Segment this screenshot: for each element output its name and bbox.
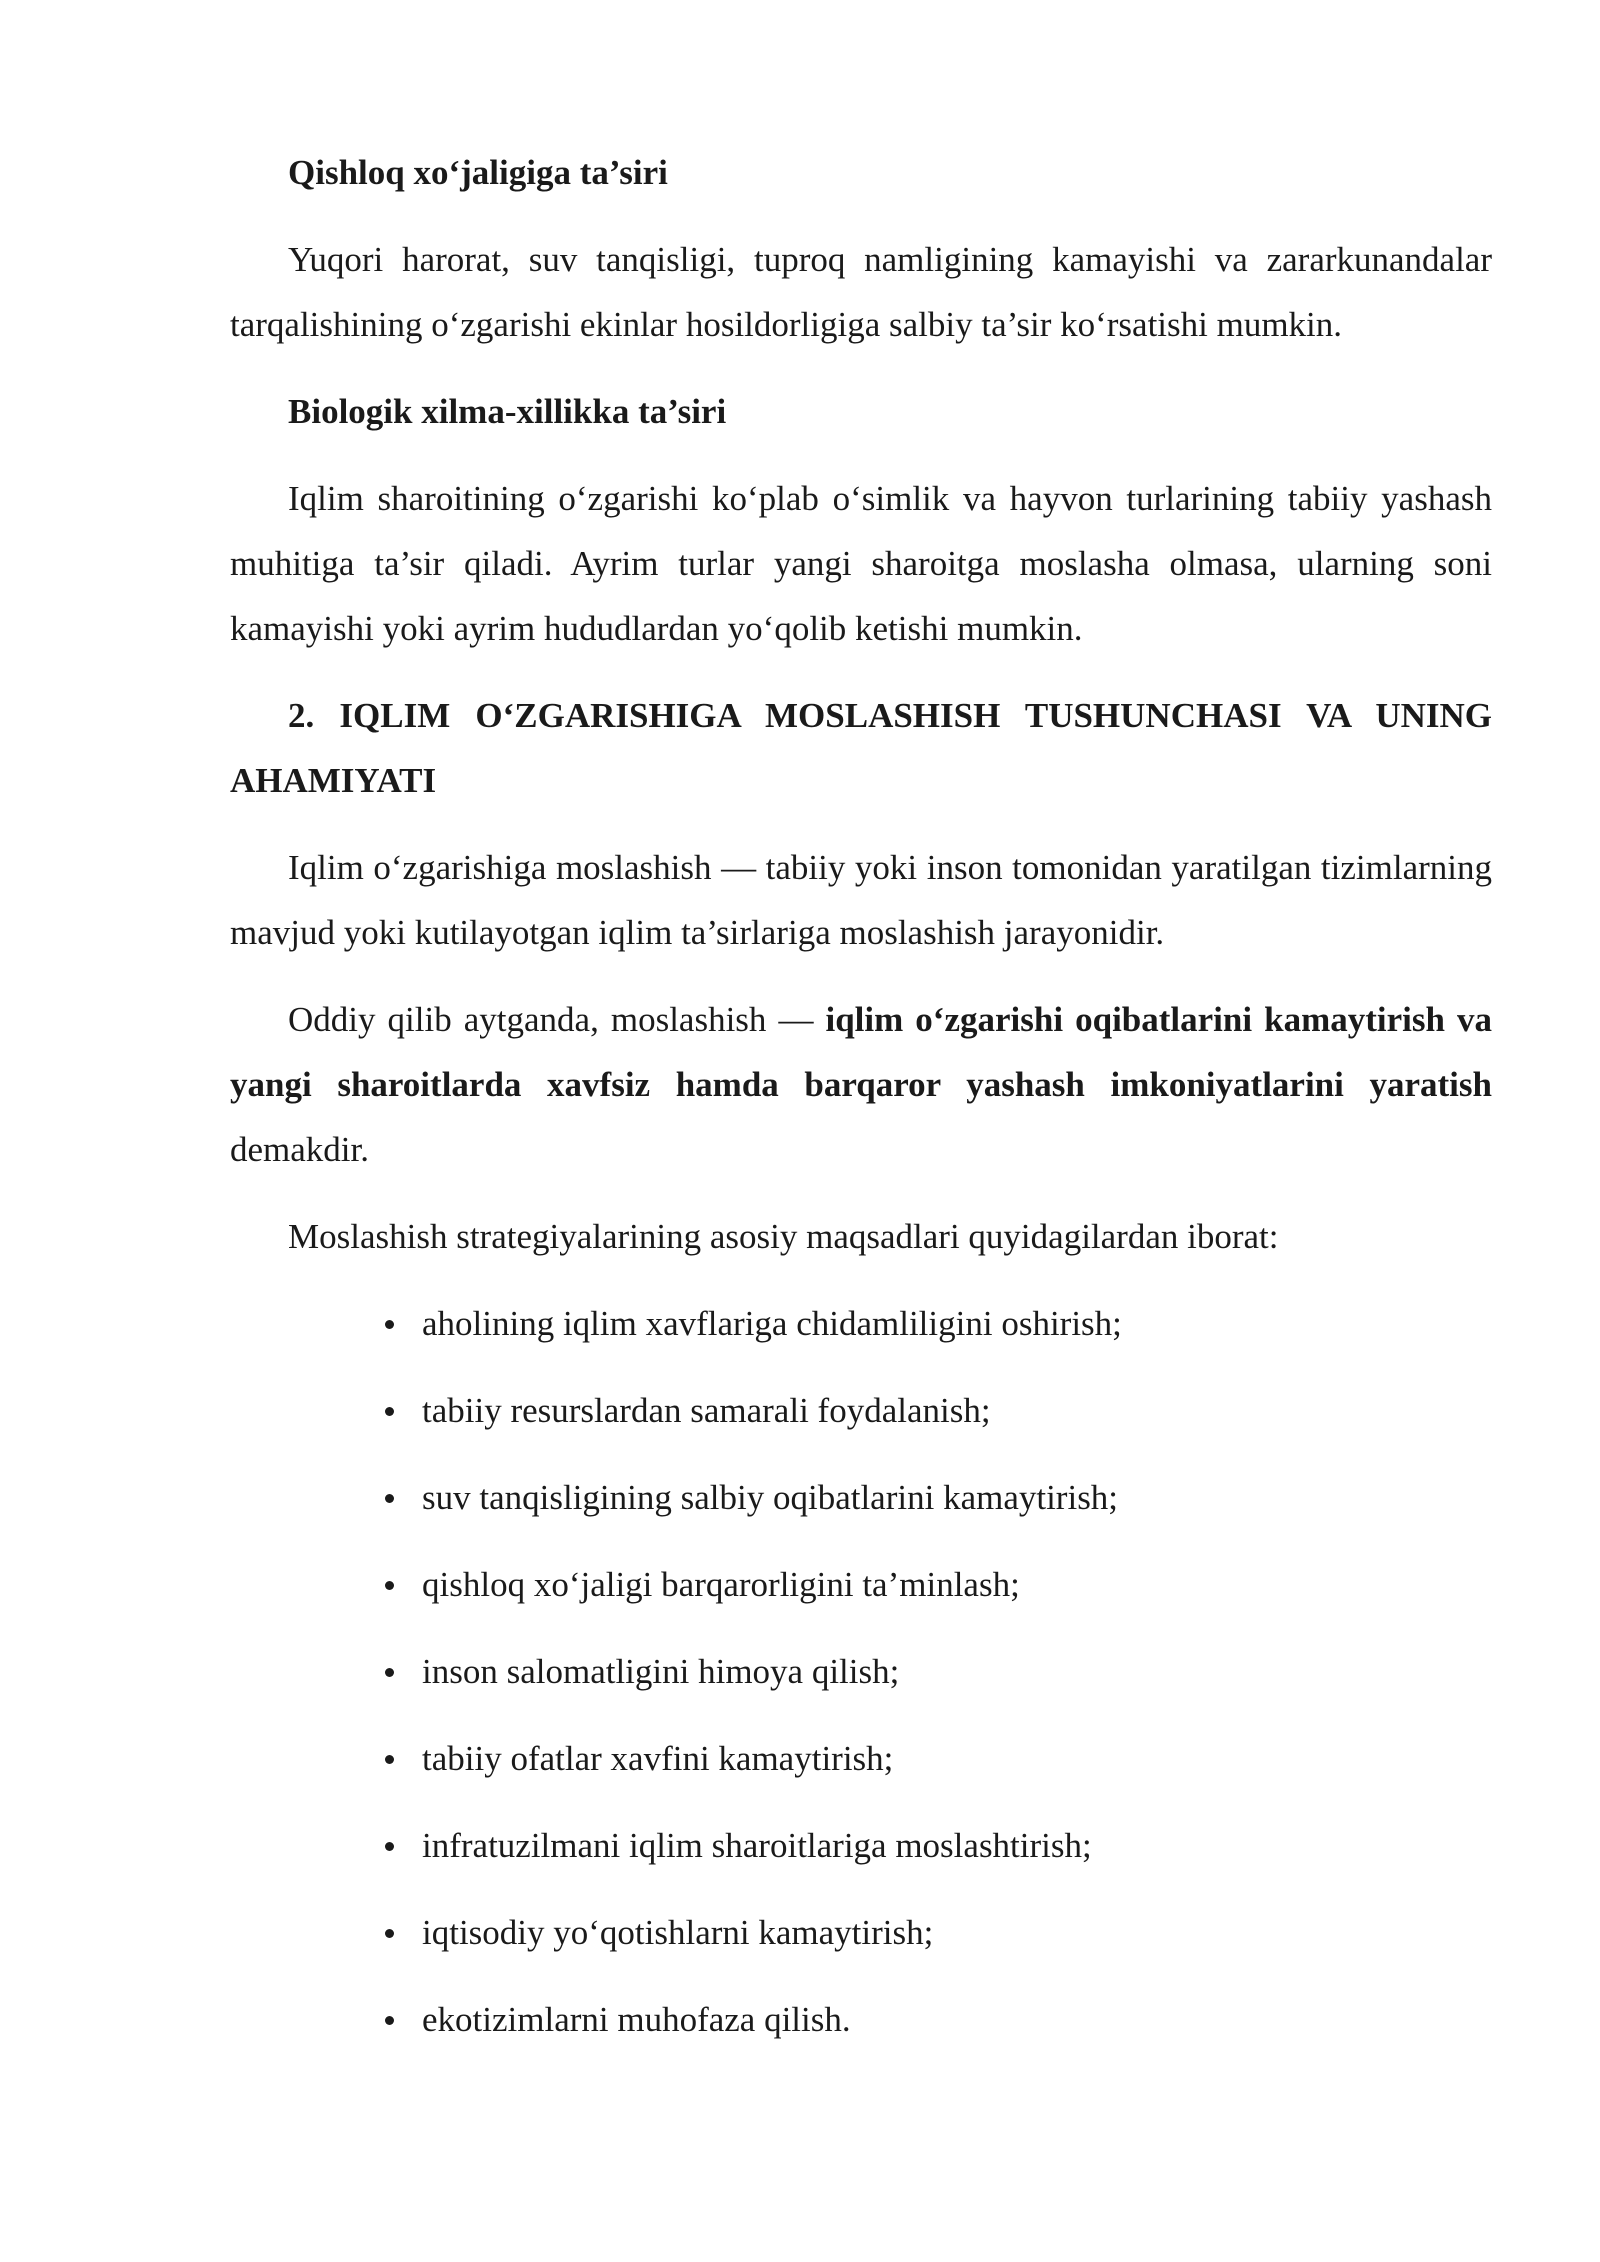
list-item-text: suv tanqisligining salbiy oqibatlarini kamaytirish;	[422, 1478, 1119, 1517]
list-item-text: ekotizimlarni muhofaza qilish.	[422, 2000, 851, 2039]
list-item-text: tabiiy ofatlar xavfini kamaytirish;	[422, 1739, 894, 1778]
bullet-icon	[385, 1320, 394, 1329]
list-item	[230, 1726, 1492, 1791]
list-item	[230, 1465, 1492, 1530]
paragraph-summary	[230, 987, 1492, 1182]
paragraph-definition: Iqlim o‘zgarishiga moslashish — tabiiy yoki inson tomonidan yaratilgan tizimlarning mavjud yoki kutilayotgan iqlim ta’sirlariga moslashish jarayonidir.	[230, 848, 1492, 952]
bullet-icon	[385, 1755, 394, 1764]
paragraph-biodiversity: Iqlim sharoitining o‘zgarishi ko‘plab o‘simlik va hayvon turlarining tabiiy yashash muhitiga ta’sir qiladi. Ayrim turlar yangi sharoitga moslasha olmasa, ularning soni kamayishi yoki ayrim hududlardan yo‘qolib ketishi mumkin.	[230, 479, 1492, 648]
paragraph-goals-intro: Moslashish strategiyalarining asosiy maqsadlari quyidagilardan iborat:	[288, 1217, 1279, 1256]
goals-list	[230, 1291, 1492, 2052]
summary-prefix: Oddiy qilib aytganda, moslashish —	[288, 1000, 826, 1039]
bullet-icon	[385, 1668, 394, 1677]
document-page	[230, 140, 1492, 2074]
paragraph-agriculture: Yuqori harorat, suv tanqisligi, tuproq namligining kamayishi va zararkunandalar tarqalishining o‘zgarishi ekinlar hosildorligiga salbiy ta’sir ko‘rsatishi mumkin.	[230, 240, 1492, 344]
list-item-text: qishloq xo‘jaligi barqarorligini ta’minlash;	[422, 1565, 1020, 1604]
list-item-text: inson salomatligini himoya qilish;	[422, 1652, 900, 1691]
subheading-agriculture: Qishloq xo‘jaligiga ta’siri	[288, 153, 668, 192]
list-item	[230, 1291, 1492, 1356]
bullet-icon	[385, 1494, 394, 1503]
subheading-biodiversity: Biologik xilma-xillikka ta’siri	[288, 392, 727, 431]
bullet-icon	[385, 1842, 394, 1851]
bullet-icon	[385, 1581, 394, 1590]
list-item	[230, 1552, 1492, 1617]
summary-bold: iqlim o‘zgarishi oqibatlarini kamaytirish va yangi sharoitlarda xavfsiz hamda barqaror yashash imkoniyatlarini yaratish	[230, 1000, 1492, 1104]
list-item	[230, 1378, 1492, 1443]
list-item-text: aholining iqlim xavflariga chidamliligini oshirish;	[422, 1304, 1122, 1343]
list-item-text: infratuzilmani iqlim sharoitlariga moslashtirish;	[422, 1826, 1092, 1865]
bullet-icon	[385, 2016, 394, 2025]
list-item-text: tabiiy resurslardan samarali foydalanish;	[422, 1391, 991, 1430]
summary-suffix: demakdir.	[230, 1130, 369, 1169]
list-item-text: iqtisodiy yo‘qotishlarni kamaytirish;	[422, 1913, 934, 1952]
bullet-icon	[385, 1407, 394, 1416]
list-item	[230, 1639, 1492, 1704]
section-title: 2. IQLIM O‘ZGARISHIGA MOSLASHISH TUSHUNCHASI VA UNING AHAMIYATI	[230, 696, 1492, 800]
list-item	[230, 1987, 1492, 2052]
list-item	[230, 1813, 1492, 1878]
bullet-icon	[385, 1929, 394, 1938]
list-item	[230, 1900, 1492, 1965]
